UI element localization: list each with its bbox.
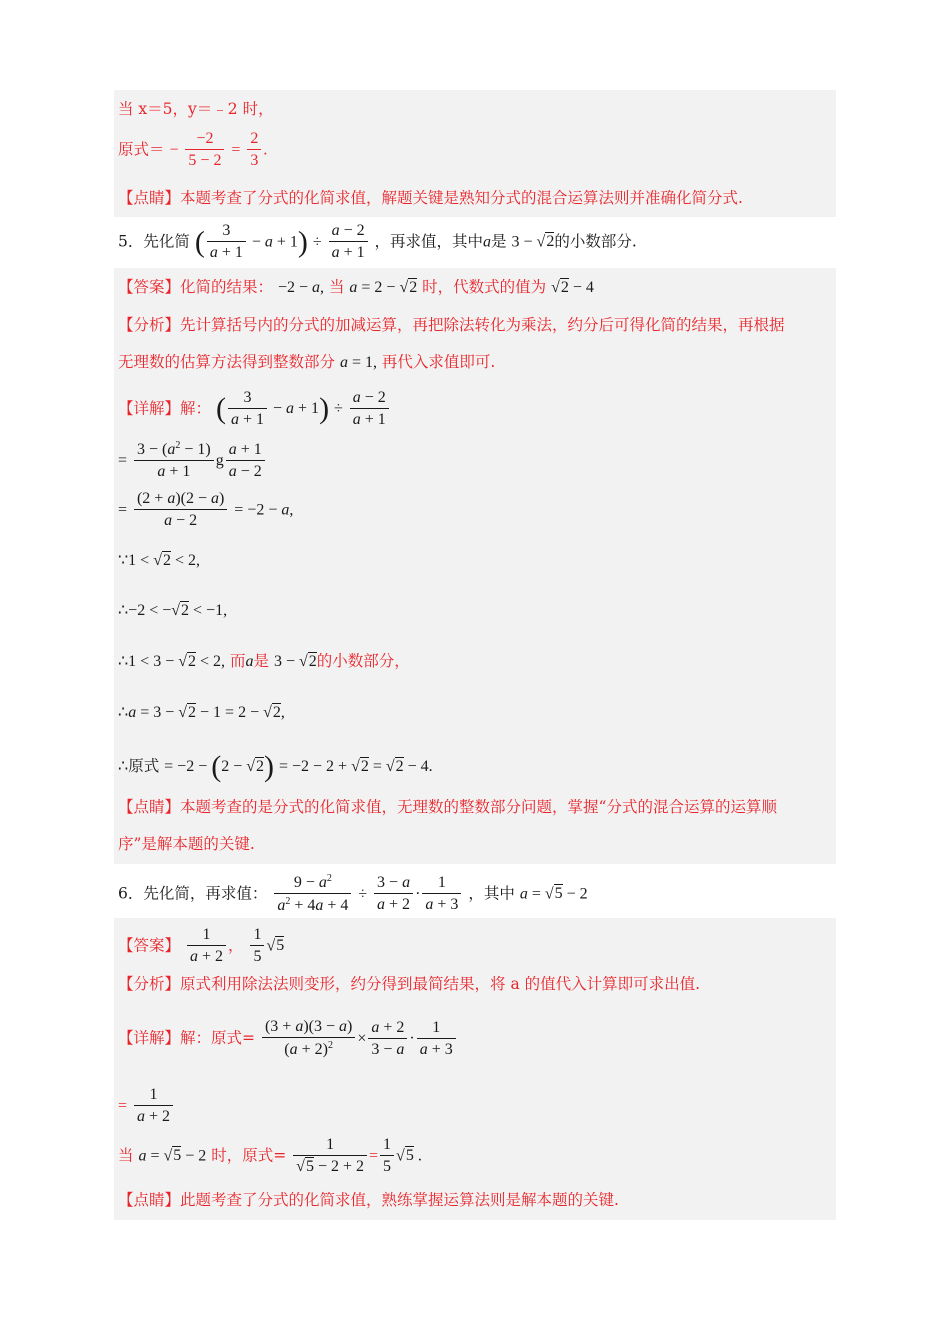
q5-step-4: ∴−2 < −√2 < −1,: [118, 602, 228, 619]
q5-answer: 【答案】化简的结果： −2 − a, 当 a = 2 − √2 时，代数式的值为 √2 − 4: [118, 278, 594, 296]
q5-dianjing-line1: 【点睛】本题考查的是分式的化简求值，无理数的整数部分问题，掌握“分式的混合运算的运算顺: [118, 798, 777, 816]
q4-condition: 当 x＝5，y＝﹣2 时，: [118, 100, 274, 118]
q5-step-5: ∴1 < 3 − √2 < 2, 而a是 3 − √2的小数部分，: [118, 652, 410, 670]
q6-question: 6．先化简，再求值： $\frac{9 - a^2}{a^2 + 4a + 4}$ ÷ $\frac{3 - a}{a + 2}$ · $\frac{1}{a + 3}$ ，其中 a = √5 − 2: [118, 873, 588, 915]
q5-dianjing-line2: 序”是解本题的关键.: [118, 835, 255, 853]
q6-detail: 【详解】解：原式= $\frac{(3 + a)(3 - a)}{(a + 2)^2}$ × $\frac{a + 2}{3 - a}$ · $\frac{1}{a + 3}$: [118, 1018, 458, 1060]
q5-step-3: ∵1 < √2 < 2,: [118, 552, 201, 569]
q5-analysis-line2: 无理数的估算方法得到整数部分 a = 1, 再代入求值即可.: [118, 353, 496, 371]
q5-step-2: = $\frac{(2 + a)(2 - a)}{a - 2}$ = −2 − a,: [118, 490, 294, 530]
q5-step-6: ∴a = 3 − √2 − 1 = 2 − √2,: [118, 704, 285, 721]
q5-step-7: ∴原式 = −2 − (2 − √2) = −2 − 2 + √2 = √2 − 4.: [118, 750, 433, 783]
q5-analysis-line1: 【分析】先计算括号内的分式的加减运算，再把除法转化为乘法，约分后可得化简的结果，再根据: [118, 316, 785, 334]
q4-dianjing: 【点睛】本题考查了分式的化简求值，解题关键是熟知分式的混合运算法则并准确化简分式.: [118, 189, 743, 207]
q6-evaluate: 当 a = √5 − 2 时，原式= $\frac{1}{√5 - 2 + 2}$ = $\frac{1}{5}$ √5 .: [118, 1136, 422, 1176]
q6-answer: 【答案】 $\frac{1}{a + 2}$ ， $\frac{1}{5}$ √5: [118, 926, 285, 966]
q5-detail: 【详解】解： ( $\frac{3}{a + 1}$ − a + 1) ÷ $\frac{a - 2}{a + 1}$: [118, 389, 391, 430]
q6-analysis: 【分析】原式利用除法法则变形，约分得到最简结果，将 a 的值代入计算即可求出值.: [118, 975, 701, 993]
q6-dianjing: 【点睛】此题考查了分式的化简求值，熟练掌握运算法则是解本题的关键.: [118, 1191, 619, 1209]
q4-original-expression: 原式＝ − $\frac{-2}{5 - 2}$ = $\frac{2}{3}$ .: [118, 130, 268, 170]
q5-question: 5．先化简 ( $\frac{3}{a + 1}$ − a + 1) ÷ $\frac{a - 2}{a + 1}$ ，再求值，其中a是 3 − √2的小数部分.: [118, 222, 637, 262]
q6-result: = $\frac{1}{a + 2}$: [118, 1086, 175, 1127]
q5-step-1: = $\frac{3 - (a^2 - 1)}{a + 1}$ g $\frac{a + 1}{a - 2}$: [118, 440, 267, 482]
